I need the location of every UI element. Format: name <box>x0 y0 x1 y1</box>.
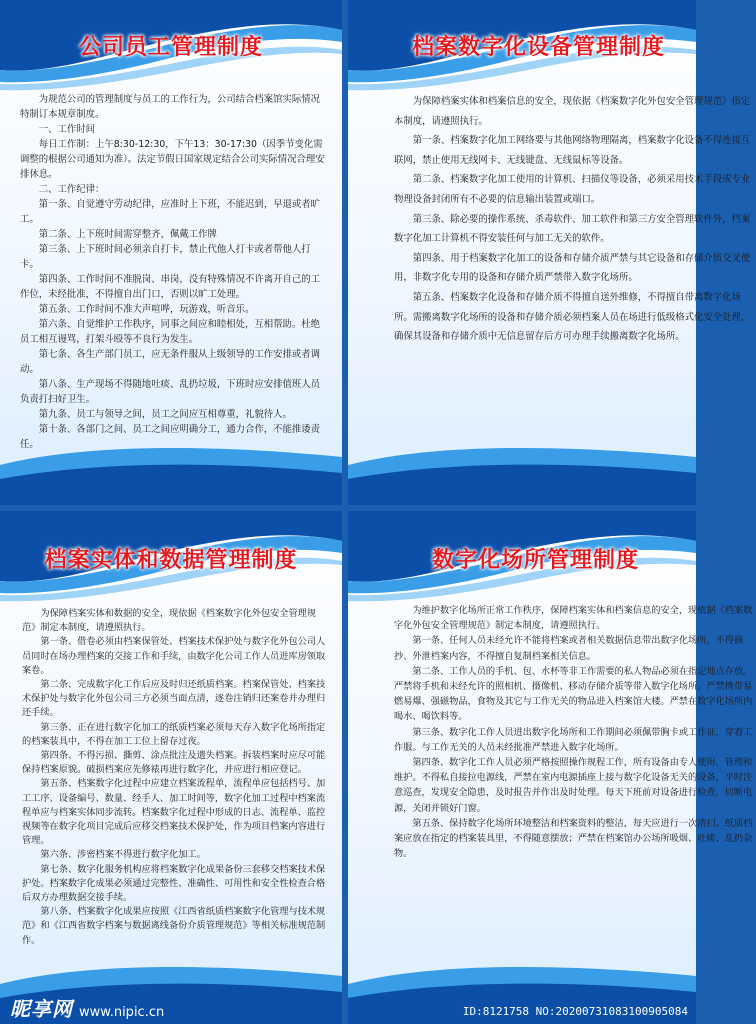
panel-title: 数字化场所管理制度 <box>432 548 640 573</box>
paragraph: 第二条、档案数字化加工使用的计算机、扫描仪等设备，必须采用技术手段或专业物理设备封闭所有不必要的信息输出装置或端口。 <box>394 174 751 205</box>
watermark-logo-text: 昵享网 <box>10 997 73 1021</box>
paragraph: 第一条、任何人员未经允许不能将档案或者相关数据信息带出数字化场所，不得摘抄、外泄档案内容，不得擅自复制档案相关信息。 <box>394 635 744 662</box>
watermark-logo <box>10 993 164 1022</box>
rules-text <box>20 92 328 452</box>
paragraph: 第四条、工作时间不准脱岗、串岗，没有特殊情况不许离开自己的工作位，未经批准，不得擅自出门口，否则以旷工处理。 <box>20 274 321 300</box>
paragraph: 第一条、自觉遵守劳动纪律，应准时上下班，不能迟到，早退或者旷工。 <box>20 199 321 225</box>
paragraph: 第二条、工作人员的手机、包、水杯等非工作需要的私人物品必须在指定地点存放。严禁将手机和未经允许的照相机、摄像机、移动存储介质等带入数字化场所。严禁携带易燃易爆、强磁物品，食物及其它与工作无关的物品进入档案馆大楼。严禁在数字化场所内喝水、喝饮料等。 <box>394 665 753 723</box>
panel-title: 档案实体和数据管理制度 <box>44 548 298 573</box>
rules-text <box>394 603 756 861</box>
paragraph: 第十条、各部门之间、员工之间应明确分工，通力合作，不能推诿责任。 <box>20 424 321 450</box>
panel-title: 档案数字化设备管理制度 <box>412 35 666 60</box>
footer-wave-decoration <box>348 435 696 505</box>
poster-panel-site-rules <box>348 511 753 1024</box>
paragraph: 为保障档案实体和档案信息的安全，现依据《档案数字化外包安全管理规范》指定本制度，请遵照执行。 <box>394 96 751 127</box>
paragraph: 第三条、上下班时间必须亲自打卡，禁止代他人打卡或者帮他人打卡。 <box>20 244 311 270</box>
paragraph: 第二条、上下班时间需穿整齐，佩戴工作牌 <box>38 229 217 240</box>
paragraph: 二、工作纪律： <box>38 184 105 195</box>
paragraph: 为规范公司的管理制度与员工的工作行为，公司结合档案馆实际情况特制订本规章制度。 <box>20 94 321 120</box>
poster-panel-equipment-rules <box>348 0 751 505</box>
paragraph: 第五条、保持数字化场所环境整洁和档案资料的整洁，每天应进行一次清扫。纸质档案应放在指定的档案装具里，不得随意摆放；严禁在档案馆办公场所吸烟、吐痰、乱扔杂物。 <box>394 817 753 860</box>
paragraph: 第四条、用于档案数字化加工的设备和存储介质严禁与其它设备和存储介质交叉使用，非数字化专用的设备和存储介质严禁带入数字化场所。 <box>394 252 751 284</box>
paragraph: 一、工作时间 <box>38 124 96 135</box>
paragraph: 第五条、档案数字化过程中应建立档案流程单，流程单应包括档号、加工工序、设备编号、数量、经手人、加工时间等，数字化加工过程中档案流程单应与档案实体同步流转。档案数字化过程中形成的日志、流程单、监控视频等在数字化项目完成后应移交档案技术保护处，作为项目档案内容进行管理。 <box>22 778 326 847</box>
paragraph: 第一条、借卷必须由档案保管处、档案技术保护处与数字化外包公司人员同时在场办理档案的交接工作和手续，由数字化公司工作人员进库房领取案卷。 <box>22 636 326 676</box>
paragraph: 第八条、档案数字化成果应按照《江西省纸质档案数字化管理与技术规范》和《江西省数字档案与数据离线备份介质管理规范》等相关标准规范制作。 <box>22 906 326 946</box>
paragraph: 第四条、不得污损、撕剪、涂点批注及遗失档案。拆装档案时应尽可能保持档案原貌。破损档案应先修裱再进行数字化，并应进行相应登记。 <box>22 750 326 776</box>
poster-panel-employee-rules <box>0 0 342 505</box>
watermark-id: ID:8121758 NO:20200731083100905084 <box>462 1005 688 1018</box>
poster-panel-data-rules <box>0 511 342 1024</box>
watermark-url: www.nipic.cn <box>79 1005 165 1020</box>
rules-text <box>22 607 326 948</box>
paragraph: 第二条、完成数字化工作后应及时归还纸质档案。档案保管处、档案技术保护处与数字化外包公司三方必须当面点清，逐卷注销归还案卷并办理归还手续。 <box>22 679 326 719</box>
paragraph: 第七条、各生产部门员工，应无条件服从上级领导的工作安排或者调动。 <box>20 349 321 375</box>
paragraph: 为维护数字化场所正常工作秩序，保障档案实体和档案信息的安全，现依据《档案数字化外包安全管理规范》制定本制度，请遵照执行。 <box>394 605 753 632</box>
paragraph: 第六条、涉密档案不得进行数字化加工。 <box>40 849 206 861</box>
paragraph: 第四条、数字化工作人员必须严格按照操作规程工作，所有设备由专人使用、管理和维护。不得私自接拉电源线，严禁在室内电源插座上接与数字化设备无关的设备，平时注意巡查，发现安全隐患，及时报告并作出及时处理。每天下班前对设备进行检查，切断电源，关闭并锁好门窗。 <box>394 757 753 814</box>
paragraph: 每日工作制：上午8:30-12:30，下午13：30-17:30（因季节变化需调整的根据公司通知为准）。法定节假日国家规定结合公司实际情况合理安排休息。 <box>20 139 325 180</box>
rules-text <box>394 92 756 347</box>
paragraph: 第三条、正在进行数字化加工的纸质档案必须每天存入数字化场所指定的档案装具中，不得在加工工位上留存过夜。 <box>22 721 326 747</box>
paragraph: 第八条、生产现场不得随地吐痰、乱扔垃圾，下班时应安排值班人员负责打扫好卫生。 <box>20 379 321 405</box>
paragraph: 第九条、员工与领导之间，员工之间应互相尊重，礼貌待人。 <box>38 409 292 420</box>
paragraph: 第三条、除必要的操作系统、杀毒软件、加工软件和第三方安全管理软件外，档案数字化加工计算机不得安装任何与加工无关的软件。 <box>394 213 751 245</box>
paragraph: 第五条、档案数字化设备和存储介质不得擅自送外维修，不得擅自带离数字化场所。需搬离数字化场所的设备和存储介质必须档案人员在场进行低级格式化安全处理，确保其设备和存储介质中无信息留存后方可办理手续搬离数字化场所。 <box>394 291 751 343</box>
paragraph: 第七条、数字化服务机构应将档案数字化成果备份三套移交档案技术保护处。档案数字化成果必须通过完整性、准确性、可用性和安全性检查合格后双方办理数据交接手续。 <box>22 863 326 904</box>
paragraph: 第六条、自觉维护工作秩序，同事之间应和睦相处，互相帮助。杜绝员工相互谩骂，打架斗殴等不良行为发生。 <box>20 319 321 345</box>
paragraph: 第五条、工作时间不准大声喧哗，玩游戏，听音乐。 <box>38 304 255 315</box>
paragraph: 为保障档案实体和数据的安全，现依据《档案数字化外包安全管理规范》制定本制度，请遵照执行。 <box>22 608 317 634</box>
panel-title: 公司员工管理制度 <box>78 35 263 60</box>
paragraph: 第三条、数字化工作人员进出数字化场所和工作期间必须佩带胸卡或工作证，穿着工作服。与工作无关的人员未经批准严禁进入数字化场所。 <box>394 726 753 753</box>
paragraph: 第一条、档案数字化加工网络要与其他网络物理隔离，档案数字化设备不得连接互联网，禁止使用无线网卡、无线键盘、无线鼠标等设备。 <box>394 135 751 166</box>
